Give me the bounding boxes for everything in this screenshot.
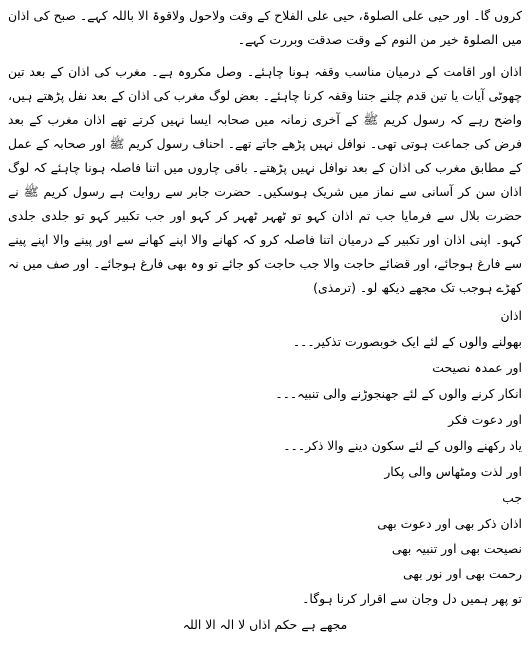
closing-verse: مجھے ہے حکم اذاں لا الہ الا اللہ <box>182 617 348 632</box>
line-advice: اور عمدہ نصیحت <box>432 360 522 375</box>
line-when: جب <box>502 490 522 505</box>
line-remembrance: یاد رکھنے والوں کے لئے سکون دینے والا ذکر۔۔۔ <box>283 438 522 453</box>
line-iqrar: تو پھر ہمیں دل وجان سے اقرار کرنا ہوگا۔ <box>302 591 522 606</box>
line-azan-heading: اذان <box>500 308 522 323</box>
paragraph-interval: اذان اور اقامت کے درمیان مناسب وقفہ ہونا چاہئے۔ وصل مکروہ ہے۔ مغرب کی اذان کے بعد تین چھوٹی آیات یا تین قدم چلنے جتنا وقفہ کرنا چاہئے۔ بعض لوگ مغرب کی اذان کے بعد نفل پڑھتے ہیں، واضح رہے کہ رسول کریم ﷺ کے آخری زمانہ میں صحابہ ایسا نہیں کرتے تھے اذان مغرب کے بعد فرض کی جماعت ہوتی تھی۔ نوافل نہیں پڑھے جاتے تھے۔ احناف رسول کریم ﷺ اور صحابہ کے عمل کے مطابق مغرب کی اذان کے بعد نوافل نہیں پڑھتے۔ باقی چاروں میں اتنا فاصلہ ہونا چاہئے کہ لوگ اذان سن کر آسانی سے نماز میں شریک ہوسکیں۔ حضرت جابر سے روایت ہے رسول کریم ﷺ نے حضرت بلال سے فرمایا جب تم اذان کہو تو ٹھہر ٹھہر کر کہو اور جب تکبیر کہو تو جلدی جلدی کہو۔ اپنی اذان اور تکبیر کے درمیان اتنا فاصلہ کرو کہ کھانے والا اپنے کھانے سے اور پینے والا اپنے پینے سے فارغ ہوجائے، اور قضائے حاجت والا جب حاجت کو جائے تو وہ بھی فارغ ہوجائے۔ اور صف میں نہ کھڑے ہوجب تک مجھے دیکھ لو۔ (ترمذی) <box>8 64 522 295</box>
line-call: اور لذت ومٹھاس والی پکار <box>384 464 522 479</box>
line-nasihat: نصیحت بھی اور تنبیہ بھی <box>391 541 522 556</box>
line-warning: انکار کرنے والوں کے لئے جھنجوڑنے والی تنبیہ۔۔۔ <box>275 386 522 401</box>
paragraph-intro: کروں گا۔ اور حیی علی الصلوۃ، حیی علی الفلاح کے وقت ولاحول ولاقوۃ الا باللہ کہے۔ صبح کی اذان میں الصلوۃ خیر من النوم کے وقت صدقت وبررت کہے۔ <box>8 8 522 47</box>
line-rahmat: رحمت بھی اور نور بھی <box>403 566 522 581</box>
line-dhikr: اذان ذکر بھی اور دعوت بھی <box>377 516 522 531</box>
line-invitation: اور دعوت فکر <box>448 412 522 427</box>
line-reminder: بھولنے والوں کے لئے ایک خوبصورت تذکیر۔۔۔ <box>292 334 522 349</box>
